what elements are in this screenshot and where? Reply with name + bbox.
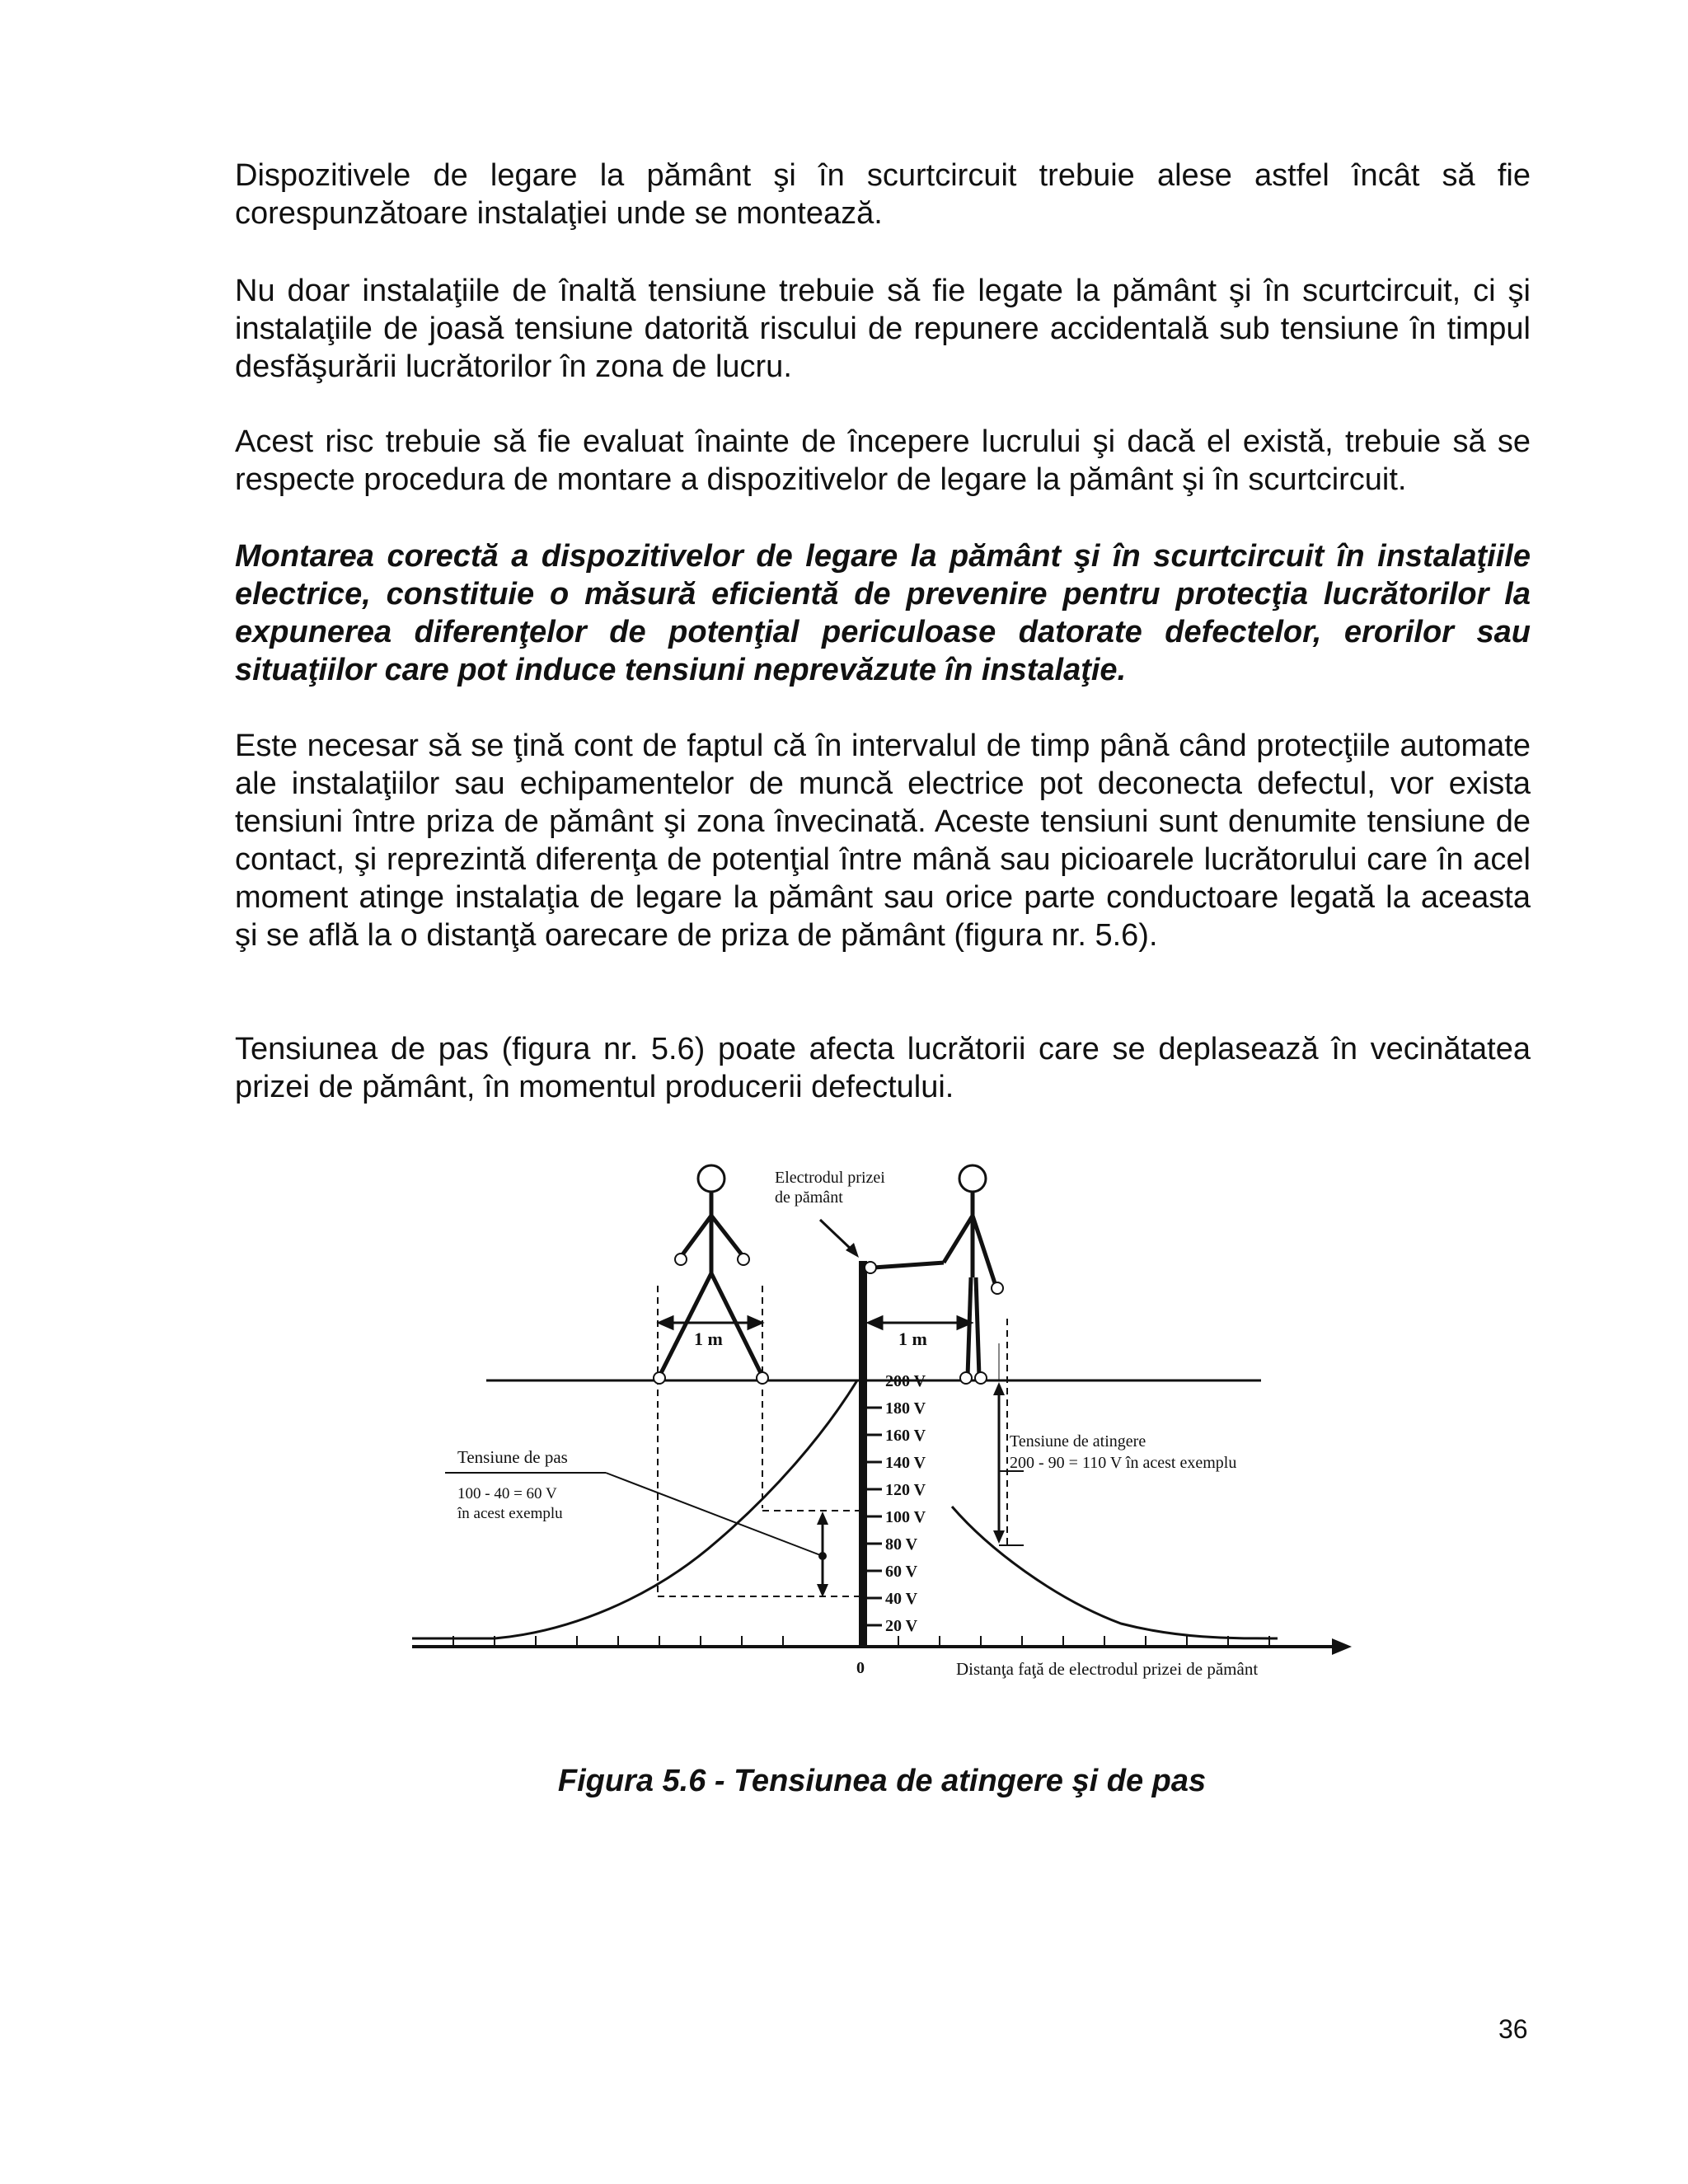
electrode-bar (859, 1261, 867, 1648)
tick-label: 80 V (885, 1535, 918, 1554)
figure-caption: Figura 5.6 - Tensiunea de atingere şi de pas (557, 1764, 1207, 1798)
distance-arrow-left (659, 1317, 762, 1329)
touch-voltage-annotation (993, 1343, 1236, 1545)
step-projection-lines (658, 1286, 859, 1596)
touch-voltage-calc: 200 - 90 = 110 V în acest exemplu (1010, 1454, 1237, 1472)
distance-arrow-right (869, 1317, 971, 1329)
x-axis-arrow (1332, 1638, 1352, 1655)
step-voltage-title: Tensiune de pas (457, 1447, 568, 1467)
voltage-scale-labels (885, 1372, 926, 1635)
page-number: 36 (1498, 2014, 1528, 2044)
tick-label: 180 V (885, 1399, 926, 1418)
step-voltage-calc: 100 - 40 = 60 V (457, 1485, 557, 1502)
tick-label: 120 V (885, 1481, 926, 1499)
paragraph-3: Acest risc trebuie să fie evaluat înainte de începere lucrului şi dacă el există, trebuie să se respecte procedura de montare a dispozitivelor de legare la pământ şi în scurtcircuit. (235, 424, 1531, 497)
touching-person-figure (874, 1165, 996, 1376)
tick-label: 140 V (885, 1454, 926, 1472)
paragraph-1: Dispozitivele de legare la pământ şi în scurtcircuit trebuie alese astfel încât să fie corespunzătoare instalaţiei unde se montează. (235, 158, 1531, 231)
paragraph-emphasis: Montarea corectă a dispozitivelor de legare la pământ şi în scurtcircuit în instalaţiile electrice, constituie o măsură eficientă de prevenire pentru protecţia lucrătorilor la expunerea diferenţelor de potenţial periculoase datorate defectelor, erorilor sau situaţiilor care pot induce tensiuni neprevăzute în instalaţie. (235, 539, 1531, 687)
tick-label: 60 V (885, 1563, 918, 1581)
distance-label-left: 1 m (694, 1329, 723, 1349)
voltage-scale-ticks (867, 1380, 882, 1625)
right-voltage-curve (952, 1507, 1278, 1638)
tick-label: 40 V (885, 1590, 918, 1608)
electrode-pointer (820, 1220, 853, 1251)
step-voltage-annotation (445, 1447, 828, 1597)
tick-label: 100 V (885, 1508, 926, 1526)
x-axis-label: Distanţa faţă de electrodul prizei de pământ (956, 1659, 1259, 1679)
electrode-label-line2: de pământ (775, 1188, 843, 1207)
paragraph-5: Este necesar să se ţină cont de faptul că în intervalul de timp până când protecţiile automate ale instalaţiilor sau echipamentelor de muncă electrice pot deconecta defectul, vor exista tensiuni între priza de pământ şi zona învecinată. Aceste tensiuni sunt denumite tensiune de contact, şi reprezintă diferenţa de potenţial între mână sau picioarele lucrătorului care în acel moment atinge instalaţia de legare la pământ sau orice parte conductoare legată la aceasta şi se află la o distanţă oarecare de priza de pământ (figura nr. 5.6). (235, 729, 1531, 953)
distance-label-right: 1 m (898, 1329, 927, 1349)
tick-label: 20 V (885, 1617, 918, 1635)
step-voltage-note: în acest exemplu (457, 1505, 563, 1522)
origin-label: 0 (856, 1659, 865, 1677)
paragraph-2: Nu doar instalaţiile de înaltă tensiune trebuie să fie legate la pământ şi în scurtcircuit, ci şi instalaţiile de joasă tensiune datorită riscului de repunere accidentală sub tensiune în timpul desfăşurării lucrătorilor în zona de lucru. (235, 274, 1531, 384)
paragraph-6: Tensiunea de pas (figura nr. 5.6) poate afecta lucrătorii care se deplasează în vecinătatea prizei de pământ, în momentul producerii defectului. (235, 1032, 1531, 1104)
touch-voltage-title: Tensiune de atingere (1010, 1432, 1146, 1451)
tick-label: 200 V (885, 1372, 926, 1390)
touch-step-voltage-figure (404, 1154, 1360, 1698)
electrode-label-line1: Electrodul prizei (775, 1169, 885, 1187)
tick-label: 160 V (885, 1427, 926, 1445)
